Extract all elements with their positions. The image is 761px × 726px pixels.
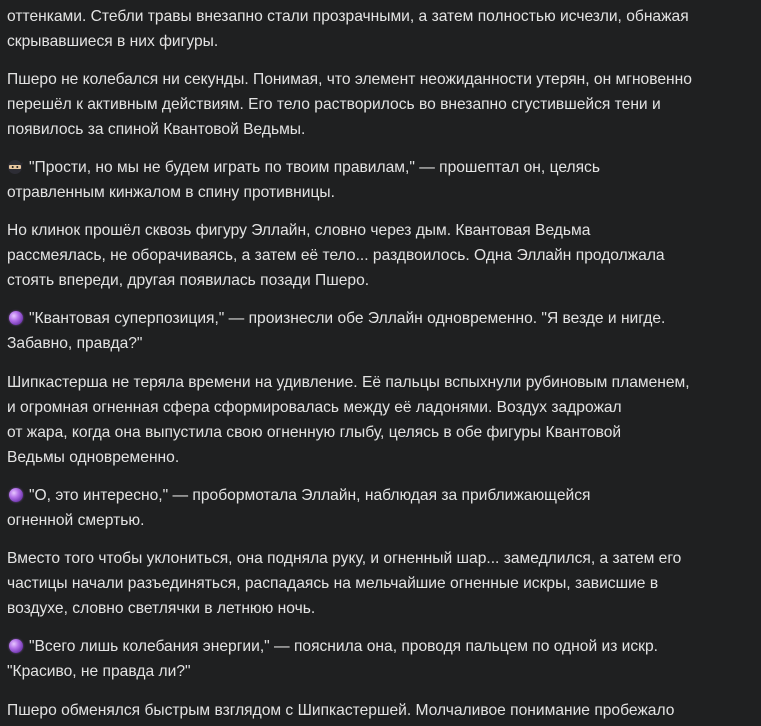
- story-paragraph-1: [7, 4, 689, 54]
- story-paragraph-3: [7, 155, 600, 205]
- paragraph-line: "Всего лишь колебания энергии," — пояснила она, проводя пальцем по одной из искр.: [29, 638, 659, 655]
- paragraph-line: "Прости, но мы не будем играть по твоим правилам," — прошептал он, целясь: [29, 159, 600, 176]
- paragraph-line: и огромная огненная сфера сформировалась между её ладонями. Воздух задрожал: [7, 399, 622, 416]
- paragraph-line: скрывавшиеся в них фигуры.: [7, 33, 219, 50]
- paragraph-line: Ведьмы одновременно.: [7, 449, 180, 466]
- crystal-ball-icon: [9, 311, 23, 325]
- paragraph-line: воздухе, словно светлячки в летнюю ночь.: [7, 600, 316, 617]
- paragraph-line: Но клинок прошёл сквозь фигуру Эллайн, словно через дым. Квантовая Ведьма: [7, 222, 591, 239]
- ninja-icon: [7, 159, 23, 175]
- paragraph-line: частицы начали разъединяться, распадаясь на мельчайшие огненные искры, зависшие в: [7, 575, 659, 592]
- story-paragraph-9: [7, 634, 658, 684]
- paragraph-line: перешёл к активным действиям. Его тело растворилось во внезапно сгустившейся тени и: [7, 96, 661, 113]
- paragraph-line: от жара, когда она выпустила свою огненную глыбу, целясь в обе фигуры Квантовой: [7, 424, 622, 441]
- paragraph-line: отравленным кинжалом в спину противницы.: [7, 184, 335, 201]
- paragraph-line: Пшеро не колебался ни секунды. Понимая, что элемент неожиданности утерян, он мгновенно: [7, 71, 692, 88]
- paragraph-line: рассмеялась, не оборачиваясь, а затем её тело... раздвоилось. Одна Эллайн продолжала: [7, 247, 665, 264]
- story-paragraph-7: [7, 483, 590, 533]
- paragraph-line: стоять впереди, другая появилась позади Пшеро.: [7, 272, 370, 289]
- paragraph-line: Забавно, правда?": [7, 335, 143, 352]
- paragraph-line: оттенками. Стебли травы внезапно стали прозрачными, а затем полностью исчезли, обнажая: [7, 8, 689, 25]
- story-paragraph-8: [7, 546, 681, 621]
- paragraph-line: "Красиво, не правда ли?": [7, 663, 191, 680]
- crystal-ball-icon: [9, 639, 23, 653]
- paragraph-line: Пшеро обменялся быстрым взглядом с Шипкастершей. Молчаливое понимание пробежало: [7, 702, 675, 719]
- paragraph-line: огненной смертью.: [7, 512, 145, 529]
- paragraph-line: Шипкастерша не теряла времени на удивление. Её пальцы вспыхнули рубиновым пламенем,: [7, 374, 690, 391]
- story-paragraph-4: [7, 218, 665, 293]
- paragraph-line: "О, это интересно," — пробормотала Эллайн, наблюдая за приближающейся: [29, 487, 591, 504]
- story-paragraph-6: [7, 370, 690, 470]
- story-paragraph-10: [7, 698, 674, 723]
- paragraph-line: Вместо того чтобы уклониться, она подняла руку, и огненный шар... замедлился, а затем его: [7, 550, 682, 567]
- paragraph-line: появилось за спиной Квантовой Ведьмы.: [7, 121, 306, 138]
- story-paragraph-2: [7, 67, 692, 142]
- story-paragraph-5: [7, 306, 665, 356]
- crystal-ball-icon: [9, 488, 23, 502]
- paragraph-line: "Квантовая суперпозиция," — произнесли обе Эллайн одновременно. "Я везде и нигде.: [29, 310, 666, 327]
